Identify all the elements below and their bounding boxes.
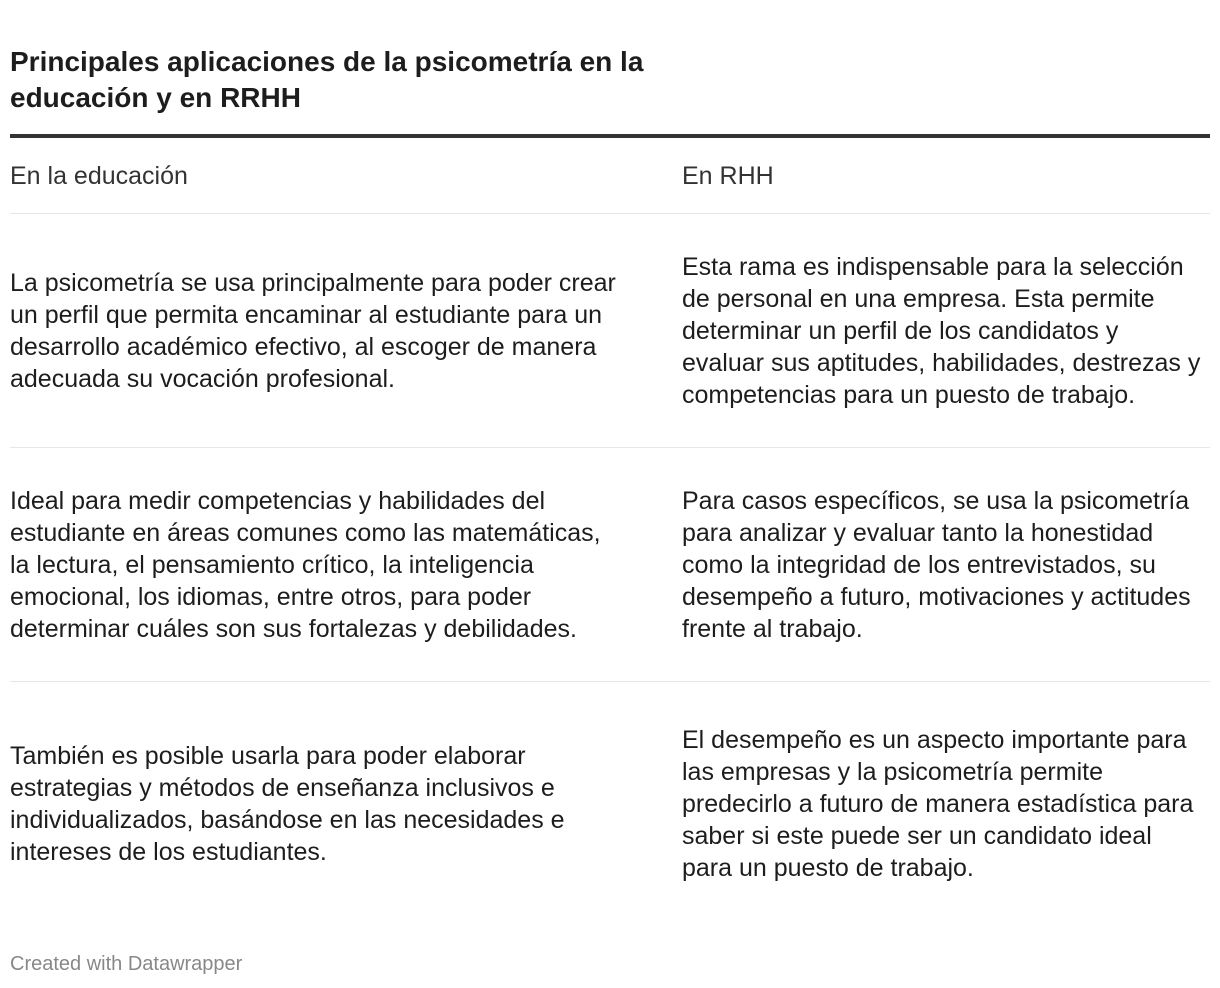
data-table [10, 134, 1210, 926]
table-cell-education: La psicometría se usa principalmente para poder crear un perfil que permita encaminar al estudiante para un desarrollo académico efectivo, al escoger de manera adecuada su vocación profesional. [10, 268, 616, 393]
table-row [10, 214, 1210, 448]
credit-footer: Created with Datawrapper [10, 953, 243, 975]
table-cell-hr: El desempeño es un aspecto importante para las empresas y la psicometría permite predecirlo a futuro de manera estadística para saber si este puede ser un candidato ideal para un puesto de trabajo. [682, 726, 1194, 882]
table-cell-hr: Para casos específicos, se usa la psicometría para analizar y evaluar tanto la honestidad como la integridad de los entrevistados, su desempeño a futuro, motivaciones y actitudes frente al trabajo. [682, 486, 1191, 643]
table-row [10, 448, 1210, 682]
table-cell-hr: Esta rama es indispensable para la selección de personal en una empresa. Esta permite determinar un perfil de los candidatos y evaluar sus aptitudes, habilidades, destrezas y competencias para un puesto de trabajo. [682, 252, 1201, 409]
table-cell-education: También es posible usarla para poder elaborar estrategias y métodos de enseñanza inclusivos e individualizados, basándose en las necesidades e intereses de los estudiantes. [10, 742, 565, 866]
table-cell-education: Ideal para medir competencias y habilidades del estudiante en áreas comunes como las matemáticas, la lectura, el pensamiento crítico, la inteligencia emocional, los idiomas, entre otros, para poder determinar cuáles son sus fortalezas y debilidades. [10, 486, 601, 643]
column-header-education: En la educación [10, 161, 188, 190]
table-header-row [10, 138, 1210, 214]
table-title: Principales aplicaciones de la psicometría en la educación y en RRHH [10, 46, 644, 113]
table-row [10, 682, 1210, 926]
column-header-hr: En RHH [682, 161, 774, 190]
